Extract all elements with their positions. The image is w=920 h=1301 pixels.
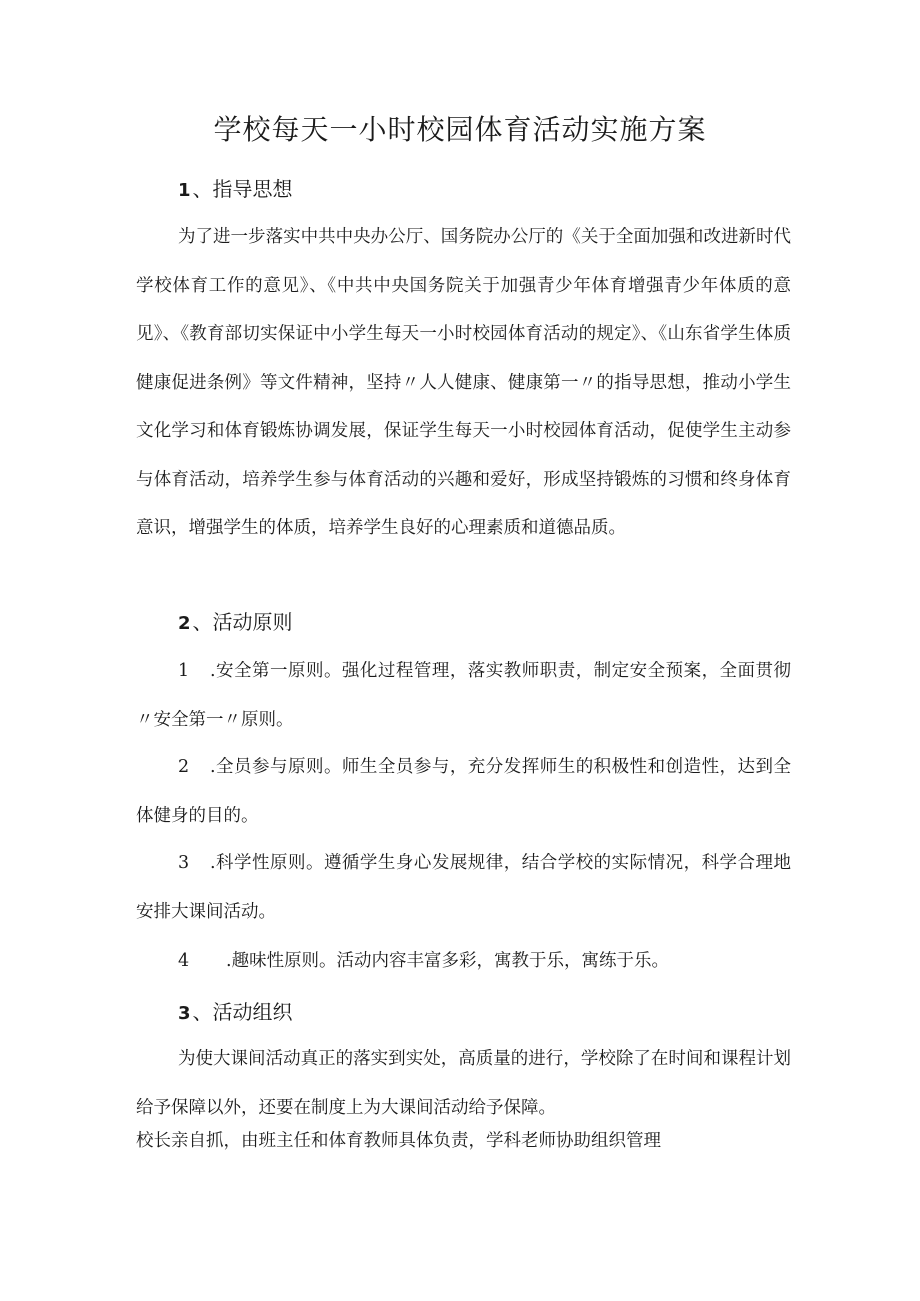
paragraph-organization-tail: 校长亲自抓，由班主任和体育教师具体负责，学科老师协助组织管理 [136,1131,661,1151]
paragraph-guiding-ideology: 为了进一步落实中共中央办公厅、国务院办公厅的《关于全面加强和改进新时代学校体育工作的意见》、《中共中央国务院关于加强青少年体育增强青少年体质的意见》、《教育部切实保证中小学生每天一小时校园体育活动的规定》、《山东省学生体质健康促进条例》等文件精神，坚持〃人人健康、健康第一〃的指导思想，推动小学生文化学习和体育锻炼协调发展，保证学生每天一小时校园体育活动，促使学生主动参与体育活动，培养学生参与体育活动的兴趣和爱好，形成坚持锻炼的习惯和终身体育意识，增强学生的体质，培养学生良好的心理素质和道德品质。 [136,227,791,538]
section-number: 1 [178,180,191,201]
principle-item-participation [136,743,791,840]
item-number: 2 [178,757,190,777]
item-number: 1 [178,661,190,681]
principle-item-interest [136,937,791,986]
section-heading-organization [178,996,293,1025]
item-text: .全员参与原则。师生全员参与，充分发挥师生的积极性和创造性，达到全体健身的目的。 [136,757,791,826]
item-text: .安全第一原则。强化过程管理，落实教师职责，制定安全预案，全面贯彻〃安全第一〃原则。 [136,661,791,730]
item-number: 4 [178,951,190,971]
section-heading-text: 、活动组织 [192,1000,293,1024]
section-heading-principles [178,606,293,635]
item-text: .趣味性原则。活动内容丰富多彩，寓教于乐，寓练于乐。 [226,951,670,971]
section-number: 2 [178,613,191,634]
section-heading-text: 、活动原则 [192,610,293,634]
principle-item-scientific [136,839,791,936]
item-text: .科学性原则。遵循学生身心发展规律，结合学校的实际情况，科学合理地安排大课间活动。 [136,853,791,922]
paragraph-organization: 为使大课间活动真正的落实到实处，高质量的进行，学校除了在时间和课程计划给予保障以外，还要在制度上为大课间活动给予保障。 [136,1049,791,1118]
section-heading-text: 、指导思想 [192,177,293,201]
section-number: 3 [178,1003,191,1024]
section-heading-guiding-ideology [178,173,293,202]
principle-item-safety [136,647,791,744]
item-number: 3 [178,853,190,873]
document-title: 学校每天一小时校园体育活动实施方案 [213,113,707,146]
